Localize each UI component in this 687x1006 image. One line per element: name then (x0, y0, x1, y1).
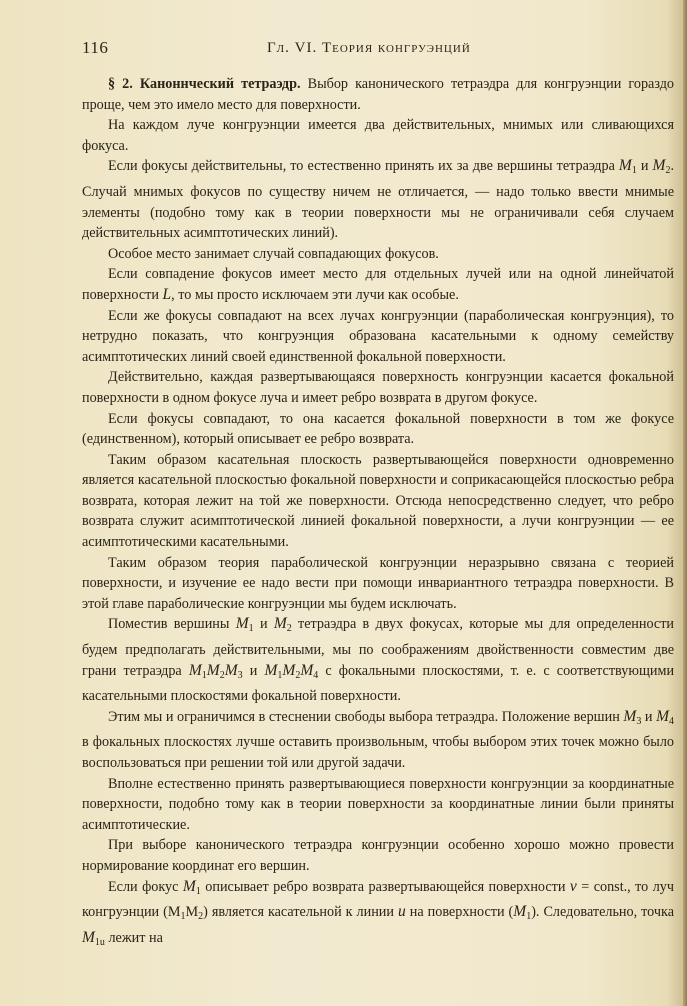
paragraph: Вполне естественно принять развертывающиеся поверхности конгруэнции за координатные поверхности, подобно тому как в теории поверхности за координатные линии были приняты асимптотические. (82, 775, 674, 833)
paragraph: Если же фокусы совпадают на всех лучах конгруэнции (параболическая конгруэнция), то нетрудно показать, что конгруэнция образована касательными к одному семейству асимптотических линий своей единственной фокальной поверхности. (82, 307, 674, 365)
paragraph-text: и (249, 662, 258, 679)
math-symbol: $M_1$ (513, 903, 532, 923)
math-symbol: $M_4$ (656, 707, 675, 727)
paragraph (82, 614, 674, 706)
math-symbol: $M_2$ (273, 615, 292, 635)
math-symbol: L (162, 285, 172, 303)
paragraph-text: описывает ребро возврата развертывающейся поверхности (205, 878, 566, 895)
paragraph-text: ) является касательной к линии (203, 904, 394, 921)
body-text (82, 74, 674, 953)
paragraph-text: и (640, 158, 649, 175)
paragraph-text: Если фокус (108, 878, 179, 895)
page-number: 116 (82, 38, 109, 57)
paragraph-text: и (644, 708, 653, 725)
paragraph-text: с фокальными плоскостями, т. е. с соответствующими касательными плоскостями фокальной поверхности. (82, 662, 675, 705)
math-symbol: $M_3$ (623, 707, 642, 727)
page-edge-shadow (683, 0, 687, 1006)
math-symbol: u (398, 903, 406, 921)
page-header (82, 38, 677, 62)
paragraph (82, 707, 674, 774)
paragraph (82, 877, 674, 954)
section-title: Каноннческий тетраэдр. (139, 76, 301, 92)
paragraph-text: ). Следовательно, точка (531, 904, 675, 921)
math-symbol: $M_{1u}$ (82, 928, 105, 948)
paragraph (82, 74, 674, 115)
paragraph: Таким образом теория параболической конгруэнции неразрывно связана с теорией поверхности, и изучение ее надо вести при помощи инвариантного тетраэдра поверхности. В этой главе параболические конгруэнции мы будем исключать. (82, 554, 674, 612)
math-symbol: $M_1M_2M_3$ (188, 661, 243, 681)
running-head: Гл. VI. Теория конгруэнций (267, 40, 471, 56)
math-symbol: $M_2$ (652, 157, 671, 177)
math-symbol: v (569, 877, 577, 895)
math-symbol: $M_1M_2$ (167, 904, 204, 923)
paragraph-text: = const., то луч конгруэнции ( (82, 878, 675, 921)
paragraph-text: и (259, 616, 268, 633)
paragraph: Если фокусы совпадают, то она касается фокальной поверхности в том же фокусе (единственном), который описывает ее ребро возврата. (82, 410, 674, 448)
math-symbol: $M_1M_2M_4$ (264, 661, 319, 681)
paragraph-text: тетраэдра в двух фокусах, которые мы для определенности будем предполагать действительными, мы по соображениям двойственности совместим две грани тетраэдра (82, 616, 675, 679)
paragraph: Особое место занимает случай совпадающих фокусов. (108, 245, 439, 262)
paragraph (82, 264, 674, 305)
math-symbol: $M_1$ (235, 615, 254, 635)
paragraph-text: в фокальных плоскостях лучше оставить произвольным, чтобы выбором этих точек можно было воспользоваться при решении той или другой задачи. (82, 734, 674, 771)
paragraph: Таким образом касательная плоскость развертывающейся поверхности одновременно является касательной плоскостью фокальной поверхности и соприкасающейся плоскостью ребра возврата, которая лежит на той же поверхности. Отсюда непосредственно следует, что ребро возврата служит асимптотической линией фокальной поверхности, а лучи конгруэнции — ее асимптотическими касательными. (82, 451, 674, 551)
paragraph-text: на поверхности ( (409, 904, 514, 921)
paragraph-text: , то мы просто исключаем эти лучи как особые. (171, 286, 459, 303)
paragraph-text: Если совпадение фокусов имеет место для отдельных лучей или на одной линейчатой поверхности (82, 266, 674, 303)
math-symbol: $M_1$ (182, 877, 201, 897)
paragraph-text: Выбор канонического тетраэдра для конгруэнции гораздо проще, чем это имело место для поверхности. (82, 76, 675, 113)
paragraph (82, 156, 674, 243)
section-number: § 2. (108, 76, 133, 92)
paragraph-text: лежит на (108, 929, 163, 946)
paragraph: При выборе канонического тетраэдра конгруэнции особенно хорошо можно провести нормирование координат его вершин. (82, 837, 674, 874)
paragraph-text: Поместив вершины (108, 616, 230, 633)
paragraph: На каждом луче конгруэнции имеется два действительных, мнимых или сливающихся фокуса. (82, 117, 674, 154)
paragraph-text: . Случай мнимых фокусов по существу ничем не отличается, — надо только ввести мнимые элементы (подобно тому как в теории поверхности мы не ограничивали себя случаем действительных асимптотических линий). (82, 158, 674, 242)
paragraph: Действительно, каждая развертывающаяся поверхность конгруэнции касается фокальной поверхности в одном фокусе луча и имеет ребро возврата в другом фокусе. (82, 369, 674, 406)
paragraph-text: Если фокусы действительны, то естественно принять их за две вершины тетраэдра (108, 158, 615, 175)
math-symbol: $M_1$ (618, 157, 637, 177)
paragraph-text: Этим мы и ограничимся в стеснении свободы выбора тетраэдра. Положение вершин (108, 708, 620, 725)
